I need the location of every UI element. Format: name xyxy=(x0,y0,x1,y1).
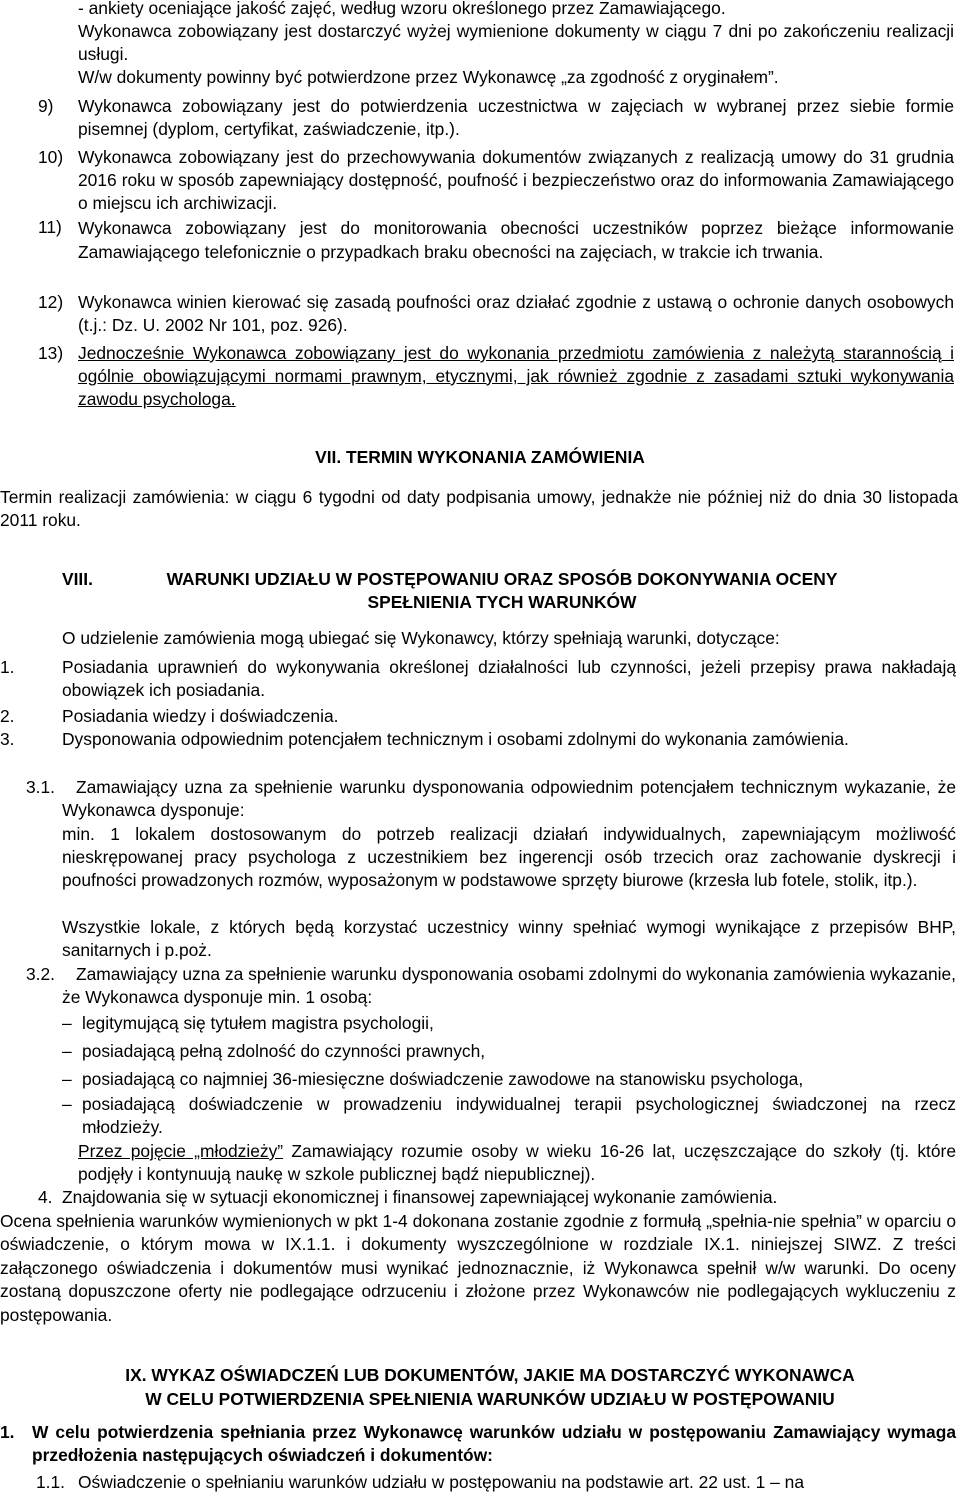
item-number: 13) xyxy=(38,343,64,363)
condition-number: 4. xyxy=(38,1187,53,1207)
condition-text: Posiadania uprawnień do wykonywania określonej działalności lub czynności, jeżeli przepisy prawa nakładają obowiązek ich posiadania. xyxy=(62,657,956,700)
item-text-underlined: Jednocześnie Wykonawca zobowiązany jest do wykonania przedmiotu zamówienia z należytą starannością i ogólnie obowiązującymi normami prawnym, etycznymi, jak również zgodnie z zasadami sztuki wykonywania zawodu psychologa. xyxy=(78,343,954,409)
item-text: Wykonawca zobowiązany jest do potwierdzenia uczestnictwa w zajęciach w wybranej przez siebie formie pisemnej (dyplom, certyfikat, zaświadczenie, itp.). xyxy=(78,96,954,139)
condition-number: 1. xyxy=(0,657,15,677)
condition-text: Zamawiający uzna za spełnienie warunku dysponowania odpowiednim potencjałem technicznym wykazanie, że Wykonawca dysponuje: xyxy=(62,777,956,820)
condition-number: 2. xyxy=(0,706,15,726)
bullet-mark: – xyxy=(62,1041,72,1061)
condition-text: Dysponowania odpowiednim potencjałem technicznym i osobami zdolnymi do wykonania zamówienia. xyxy=(62,729,849,749)
item-text: Wykonawca zobowiązany jest do monitorowania obecności uczestników poprzez bieżące informowanie Zamawiającego telefonicznie o przypadkach braku obecności na zajęciach, w trakcie ich trwania. xyxy=(78,218,954,262)
youth-definition-text: Zamawiający rozumie osoby w wieku 16-26 lat, uczęszczające do szkoły (tj. które podjęły i kontynuują naukę w szkole publicznej bądź niepublicznej). xyxy=(78,1141,956,1184)
bullet-mark: – xyxy=(62,1094,72,1114)
bullet-mark: – xyxy=(62,1069,72,1089)
item-number: 12) xyxy=(38,292,64,312)
section-9-heading-line1: IX. WYKAZ OŚWIADCZEŃ LUB DOKUMENTÓW, JAKIE MA DOSTARCZYĆ WYKONAWCA xyxy=(125,1365,855,1385)
item-text: Wykonawca winien kierować się zasadą poufności oraz działać zgodnie z ustawą o ochronie danych osobowych (t.j.: Dz. U. 2002 Nr 101, poz. 926). xyxy=(78,292,954,335)
bullet-item: legitymującą się tytułem magistra psychologii, xyxy=(82,1013,434,1033)
deadline-paragraph: Wykonawca zobowiązany jest dostarczyć wyżej wymienione dokumenty w ciągu 7 dni po zakończeniu realizacji usługi. xyxy=(78,21,954,64)
safety-requirement: Wszystkie lokale, z których będą korzystać uczestnicy winny spełniać wymogi wynikające z przepisów BHP, sanitarnych i p.poż. xyxy=(62,917,956,960)
section-9-item-text: W celu potwierdzenia spełniania przez Wykonawcę warunków udziału w postępowaniu Zamawiający wymaga przedłożenia następujących oświadczeń i dokumentów: xyxy=(32,1422,956,1465)
assessment-paragraph: Ocena spełnienia warunków wymienionych w pkt 1-4 dokonana zostanie zgodnie z formułą „spełnia-nie spełnia” w oparciu o oświadczenie, o którym mowa w IX.1.1. i dokumenty wyszczególnione w rozdziale IX.1. niniejszej SIWZ. Z treści załączonego oświadczenia i dokumentów musi wynikać jednoznacznie, iż Wykonawca spełnił w/w warunki. Do oceny zostaną dopuszczone oferty nie podlegające odrzuceniu i złożone przez Wykonawców nie podlegających wykluczeniu z postępowania. xyxy=(0,1211,956,1325)
item-number: 11) xyxy=(38,217,62,237)
survey-line: - ankiety oceniające jakość zajęć, według wzoru określonego przez Zamawiającego. xyxy=(78,0,726,18)
section-8-heading-line2: SPEŁNIENIA TYCH WARUNKÓW xyxy=(367,592,637,612)
bullet-item: posiadającą pełną zdolność do czynności prawnych, xyxy=(82,1041,486,1061)
section-9-subitem-text: Oświadczenie o spełnianiu warunków udziału w postępowaniu na podstawie art. 22 ust. 1 – na xyxy=(78,1472,805,1492)
condition-text: Zamawiający uzna za spełnienie warunku dysponowania osobami zdolnymi do wykonania zamówienia wykazanie, że Wykonawca dysponuje min. 1 osobą: xyxy=(62,964,956,1007)
youth-definition-term: Przez pojęcie „młodzieży” xyxy=(78,1141,284,1161)
condition-number: 3. xyxy=(0,729,15,749)
section-9-heading-line2: W CELU POTWIERDZENIA SPEŁNIENIA WARUNKÓW UDZIAŁU W POSTĘPOWANIU xyxy=(145,1389,835,1409)
section-9-item-number: 1. xyxy=(0,1422,15,1442)
certification-line: W/w dokumenty powinny być potwierdzone przez Wykonawcę „za zgodność z oryginałem”. xyxy=(78,67,779,87)
bullet-mark: – xyxy=(62,1013,72,1033)
item-number: 10) xyxy=(38,147,64,167)
section-7-heading: VII. TERMIN WYKONANIA ZAMÓWIENIA xyxy=(315,447,645,467)
condition-text: Znajdowania się w sytuacji ekonomicznej i finansowej zapewniającej wykonanie zamówienia. xyxy=(62,1187,778,1207)
section-8-number: VIII. xyxy=(62,569,93,589)
bullet-item: posiadającą co najmniej 36-miesięczne doświadczenie zawodowe na stanowisku psychologa, xyxy=(82,1069,804,1089)
condition-number: 3.1. xyxy=(26,777,56,797)
section-9-subitem-number: 1.1. xyxy=(36,1472,66,1492)
section-8-heading-line1: WARUNKI UDZIAŁU W POSTĘPOWANIU ORAZ SPOSÓB DOKONYWANIA OCENY xyxy=(166,569,838,589)
item-text: Wykonawca zobowiązany jest do przechowywania dokumentów związanych z realizacją umowy do 31 grudnia 2016 roku w sposób zapewniający dostępność, poufność i bezpieczeństwo oraz do informowania Zamawiającego o miejscu ich archiwizacji. xyxy=(78,147,954,213)
premises-requirement: min. 1 lokalem dostosowanym do potrzeb realizacji działań indywidualnych, zapewniającym możliwość nieskrępowanej pracy psychologa z uczestnikiem bez ingerencji osób trzecich oraz zachowanie dyskrecji i poufności prowadzonych rozmów, wyposażonym w podstawowe sprzęty biurowe (krzesła lub fotele, stolik, itp.). xyxy=(62,824,956,890)
item-number: 9) xyxy=(38,96,54,116)
bullet-item: posiadającą doświadczenie w prowadzeniu indywidualnej terapii psychologicznej świadczonej na rzecz młodzieży. xyxy=(82,1094,956,1137)
section-7-text: Termin realizacji zamówienia: w ciągu 6 tygodni od daty podpisania umowy, jednakże nie później niż do dnia 30 listopada 2011 roku. xyxy=(0,487,958,530)
section-8-intro: O udzielenie zamówienia mogą ubiegać się Wykonawcy, którzy spełniają warunki, dotyczące: xyxy=(62,628,780,648)
youth-definition xyxy=(78,1140,956,1186)
condition-number: 3.2. xyxy=(26,964,56,984)
condition-text: Posiadania wiedzy i doświadczenia. xyxy=(62,706,339,726)
